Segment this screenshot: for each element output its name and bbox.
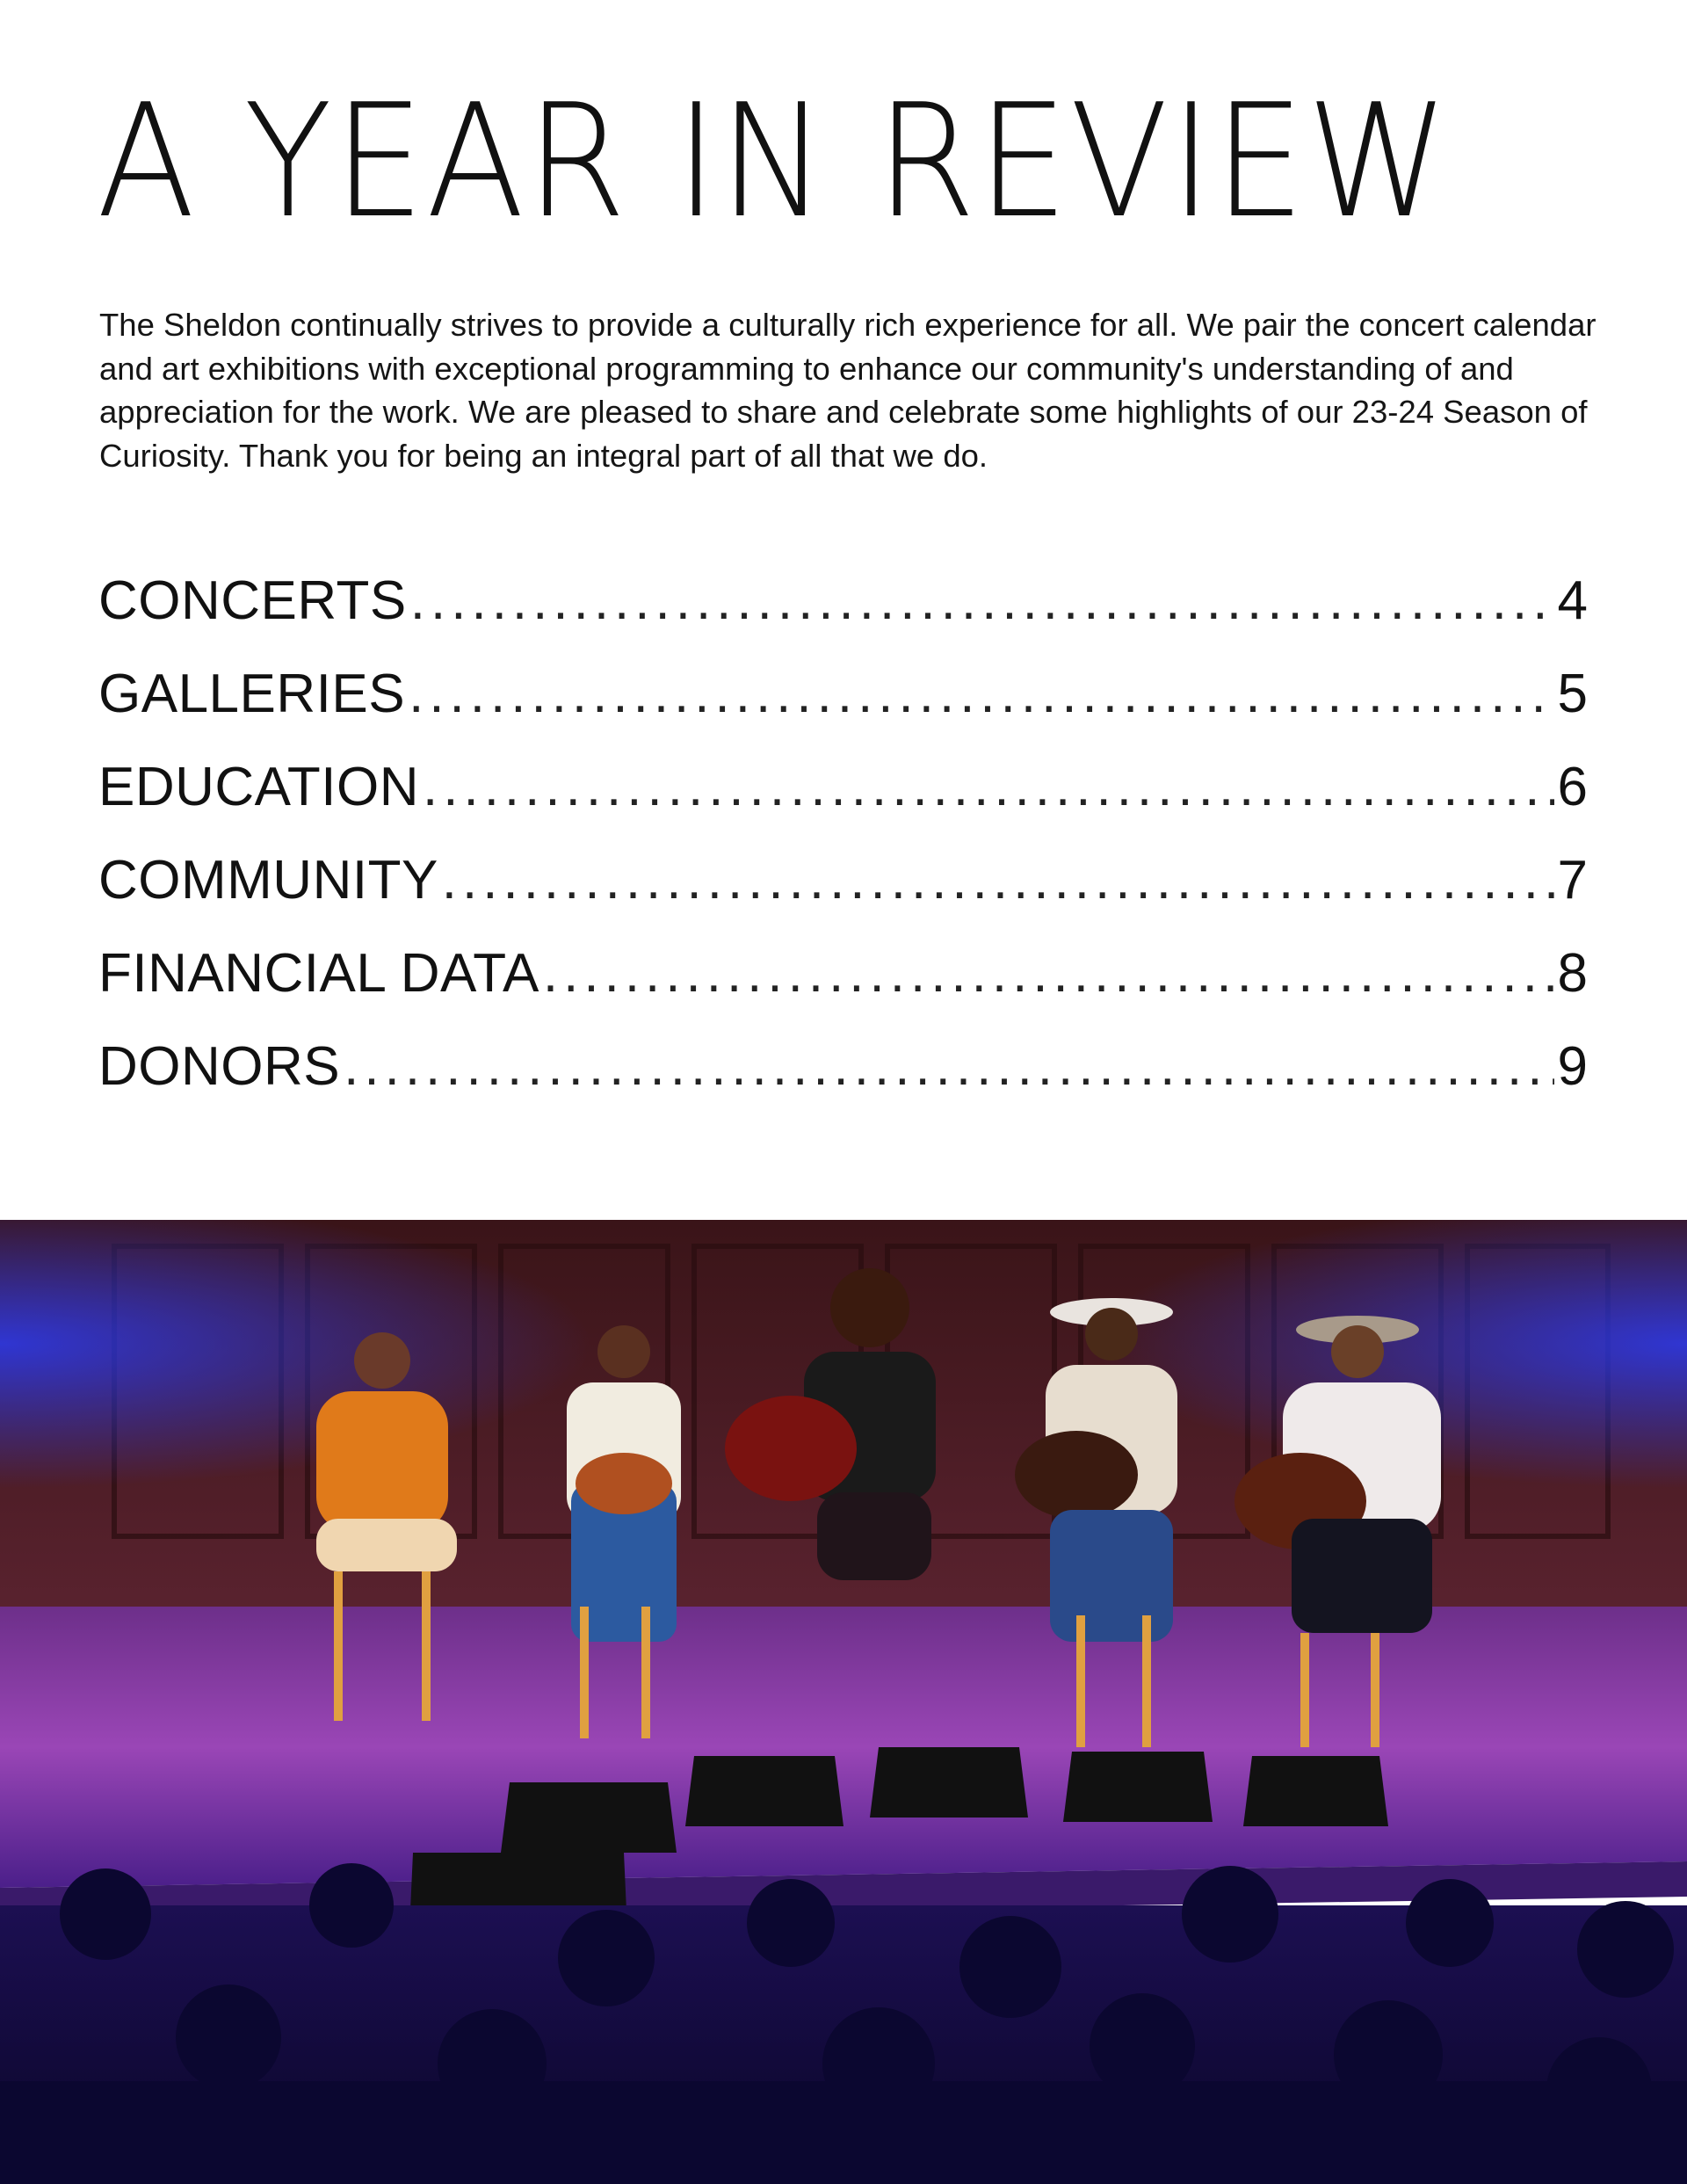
dot-leader (344, 1035, 1553, 1098)
dot-leader (409, 663, 1553, 725)
dot-leader (543, 942, 1554, 1005)
toc-label: FINANCIAL DATA (98, 943, 539, 1004)
toc-label: DONORS (98, 1036, 341, 1097)
dot-leader (410, 570, 1554, 632)
toc-page-number: 5 (1557, 664, 1588, 724)
toc-page-number: 8 (1557, 943, 1588, 1004)
toc-page-number: 9 (1557, 1036, 1588, 1097)
toc-item-concerts[interactable] (98, 570, 1588, 663)
table-of-contents (98, 570, 1588, 1128)
toc-item-financial-data[interactable] (98, 942, 1588, 1035)
toc-page-number: 6 (1557, 757, 1588, 817)
toc-label: EDUCATION (98, 757, 420, 817)
dot-leader (423, 756, 1553, 818)
toc-item-donors[interactable] (98, 1035, 1588, 1128)
dot-leader (442, 849, 1554, 911)
toc-label: COMMUNITY (98, 850, 438, 911)
toc-item-education[interactable] (98, 756, 1588, 849)
intro-paragraph: The Sheldon continually strives to provide a culturally rich experience for all. We pair the concert calendar and art exhibitions with exceptional programming to enhance our community's understanding of and appreciation for the work. We are pleased to share and celebrate some highlights of our 23-24 Season of Curiosity. Thank you for being an integral part of all that we do. (99, 307, 1596, 474)
toc-item-community[interactable] (98, 849, 1588, 942)
concert-photo (0, 1220, 1687, 2184)
toc-page-number: 7 (1557, 850, 1588, 911)
page-title: A YEAR IN REVIEW (97, 70, 1451, 252)
toc-label: CONCERTS (98, 570, 407, 631)
toc-page-number: 4 (1557, 570, 1588, 631)
toc-label: GALLERIES (98, 664, 406, 724)
toc-item-galleries[interactable] (98, 663, 1588, 756)
